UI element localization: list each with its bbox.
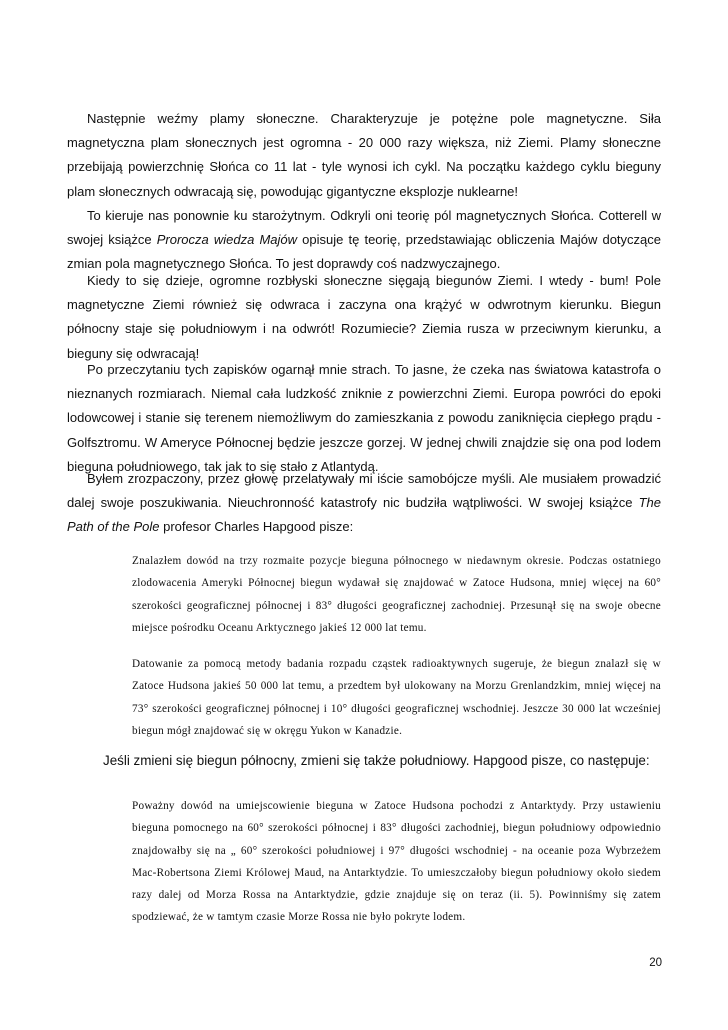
book-title-maya: Prorocza wiedza Majów [156, 232, 298, 248]
paragraph-catastrophe: Po przeczytaniu tych zapisków ogarnął mnie strach. To jasne, że czeka nas światowa katastrofa o nieznanych rozmiarach. Niemal cała ludzkość zniknie z powierzchni Ziemi. Europa powróci do epoki lodowcowej i stanie się terenem niemożliwym do zamieszkania z powodu zaniknięcia ciepłego prądu - Golfsztromu. W Ameryce Północnej będzie jeszcze gorzej. W jednej chwili znajdzie się ona pod lodem bieguna południowego, tak jak to się stało z Atlantydą. [67, 362, 661, 474]
page-number: 20 [649, 957, 662, 969]
paragraph-ancients-text-a: To kieruje nas ponownie ku starożytnym. Odkryli oni teorię pól magnetycznych Słońca. Cotterell w swojej książce [67, 208, 661, 248]
block-quote-1: Znalazłem dowód na trzy rozmaite pozycje bieguna północnego w niedawnym okresie. Podczas ostatniego zlodowacenia Ameryki Północnej biegun wydawał się znajdować w Zatoce Hudsona, mniej więcej na 60° szerokości geograficznej północnej i 83° długości geograficznej zachodniej. Przesunął się na swoje obecne miejsce pośrodku Oceanu Arktycznego jakieś 12 000 lat temu. [132, 555, 661, 634]
book-title-path-of-the-pole: The Path of the Pole [67, 495, 661, 535]
paragraph-pole-reversal: Kiedy to się dzieje, ogromne rozbłyski słoneczne sięgają biegunów Ziemi. I wtedy - bum! Pole magnetyczne Ziemi również się odwraca i zaczyna ona krążyć w odwrotnym kierunku. Biegun północny staje się południowym i na odwrót! Rozumiecie? Ziemia rusza w przeciwnym kierunku, a bieguny się odwracają! [67, 273, 661, 361]
block-quote-2: Datowanie za pomocą metody badania rozpadu cząstek radioaktywnych sugeruje, że biegun znalazł się w Zatoce Hudsona jakieś 50 000 lat temu, a przedtem był ulokowany na Morzu Grenlandzkim, mniej więcej na 73° szerokości geograficznej północnej i 10° długości geograficznej wschodniej. Jeszcze 30 000 lat wcześniej biegun mógł znajdować się w okręgu Yukon w Kanadzie. [132, 658, 661, 737]
paragraph-ancients [67, 204, 661, 277]
paragraph-hapgood-text-b: profesor Charles Hapgood pisze: [159, 519, 354, 535]
lead-in-south-pole: Jeśli zmieni się biegun północny, zmieni się także południowy. Hapgood pisze, co następuje: [103, 753, 650, 768]
paragraph-hapgood-text-a: Byłem zrozpaczony, przez głowę przelatywały mi iście samobójcze myśli. Ale musiałem prowadzić dalej swoje poszukiwania. Nieuchronność katastrofy nic budziła wątpliwości. W swojej książce [67, 471, 661, 511]
block-quote-3: Poważny dowód na umiejscowienie bieguna w Zatoce Hudsona pochodzi z Antarktydy. Przy ustawieniu bieguna pomocnego na 60° szerokości północnej i 83° długości zachodniej, biegun południowy odpowiednio znajdowałby się na „ 60° szerokości południowej i 97° długości wschodniej - na oceanie poza Wybrzeżem Mac-Robertsona Ziemi Królowej Maud, na Antarktydzie. To umieszczałoby biegun południowy około siedem razy dalej od Morza Rossa na Antarktydzie, gdzie znajduje się on teraz (ii. 5). Powinniśmy się zatem spodziewać, że w tamtym czasie Morze Rossa nie było pokryte lodem. [132, 800, 661, 924]
paragraph-ancients-text-b: opisuje tę teorię, przedstawiając obliczenia Majów dotyczące zmian pola magnetycznego Słońca. To jest doprawdy coś nadzwyczajnego. [67, 232, 661, 272]
paragraph-sunspots: Następnie weźmy plamy słoneczne. Charakteryzuje je potężne pole magnetyczne. Siła magnetyczna plam słonecznych jest ogromna - 20 000 razy większa, niż Ziemi. Plamy słoneczne przebijają powierzchnię Słońca co 11 lat - tyle wynosi ich cykl. Na początku każdego cyklu bieguny plam słonecznych odwracają się, powodując gigantyczne eksplozje nuklearne! [67, 111, 661, 199]
paragraph-hapgood-intro [67, 467, 661, 540]
